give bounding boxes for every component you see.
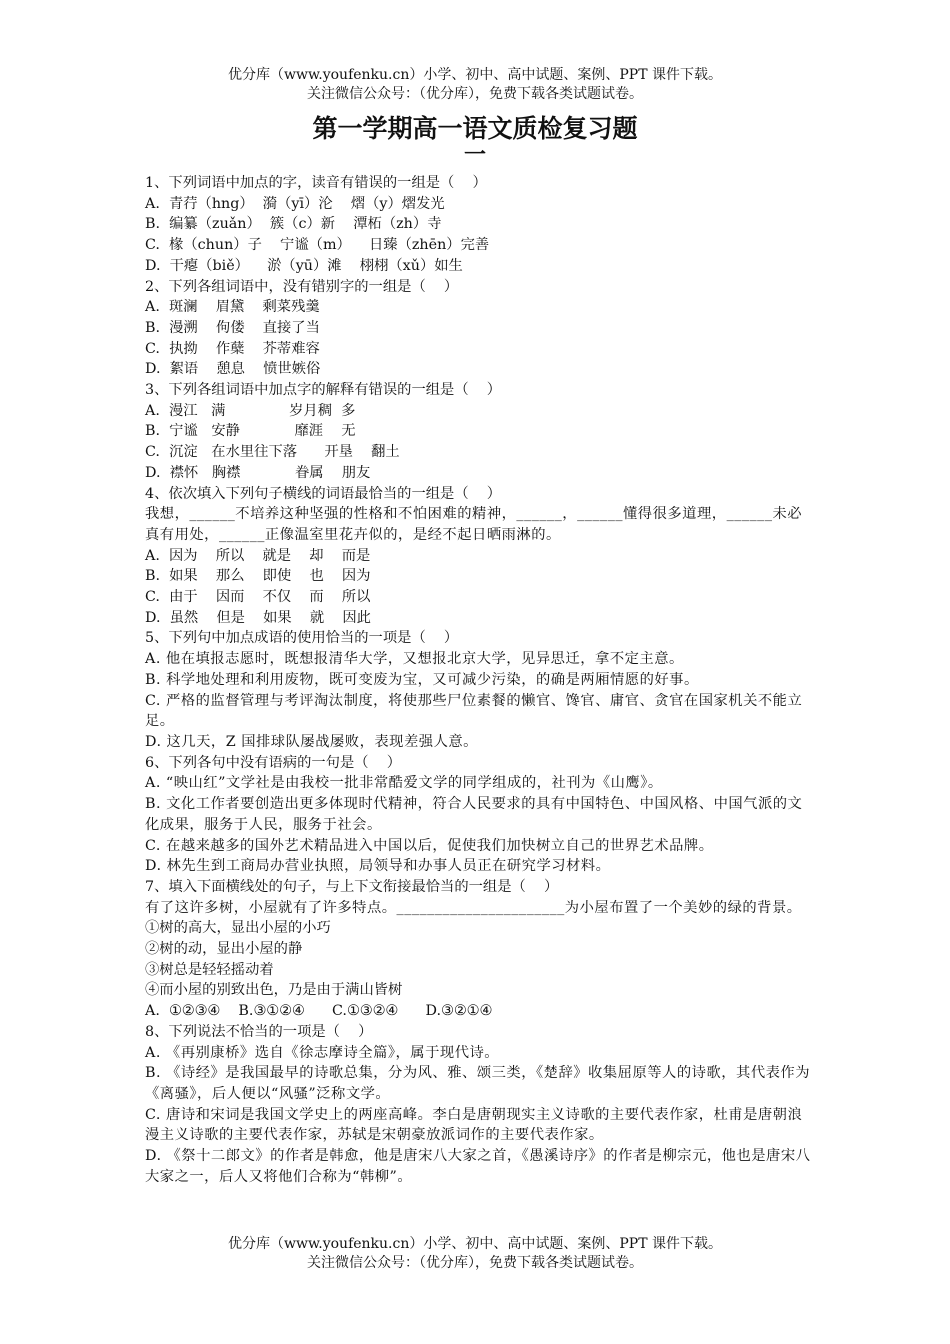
question-3-option-c: C. 沉淀 在水里往下落 开垦 翻土 xyxy=(145,444,400,461)
question-4-stem: 4、依次填入下列句子横线的词语最恰当的一组是（ ） xyxy=(145,485,502,502)
question-7-item-2: ②树的动，显出小屋的静 xyxy=(145,941,303,958)
question-6-stem: 6、下列各句中没有语病的一句是（ ） xyxy=(145,754,402,771)
question-4-passage: 我想，______不培养这种坚强的性格和不怕困难的精神，______，______懂得很多道理，______未必真有用处，______正像温室里花卉似的，是经不起日晒雨淋的。 xyxy=(145,506,803,543)
question-1-stem: 1、下列词语中加点的字，读音有错误的一组是（ ） xyxy=(145,175,487,191)
question-1-option-d: D. 干瘪（biě） 淤（yū）滩 栩栩（xǔ）如生 xyxy=(145,257,463,274)
question-6-option-d: D. 林先生到工商局办营业执照，局领导和办事人员正在研究学习材料。 xyxy=(145,858,611,875)
question-4-option-d: D. 虽然 但是 如果 就 因此 xyxy=(145,609,371,626)
question-8-option-a: A. 《再别康桥》选自《徐志摩诗全篇》，属于现代诗。 xyxy=(145,1044,500,1061)
question-4-option-c: C. 由于 因而 不仅 而 所以 xyxy=(145,589,371,606)
question-1-option-b: B. 编纂（zuǎn） 簇（c）新 潭柘（zh）寺 xyxy=(145,216,442,233)
header-line-2: 关注微信公众号：（优分库），免费下载各类试题试卷。 xyxy=(307,86,643,102)
header-line-1: 优分库（www.youfenku.cn）小学、初中、高中试题、案例、PPT 课件下载。 xyxy=(227,67,722,83)
question-8-option-b: B. 《诗经》是我国最早的诗歌总集，分为风、雅、颂三类，《楚辞》收集屈原等人的诗歌，其代表作为《离骚》，后人便以“风骚”泛称文学。 xyxy=(145,1065,811,1102)
question-2-option-c: C. 执拗 作蘖 芥蒂难容 xyxy=(145,340,320,357)
document-subtitle: 一 xyxy=(463,143,486,168)
question-7-item-3: ③树总是轻轻摇动着 xyxy=(145,961,274,978)
document-title: 第一学期高一语文质检复习题 xyxy=(312,114,638,143)
question-3-stem: 3、下列各组词语中加点字的解释有错误的一组是（ ） xyxy=(145,382,502,399)
question-2-option-a: A. 斑澜 眉黛 剩菜残羹 xyxy=(145,299,320,316)
question-5-option-c: C. 严格的监督管理与考评淘汰制度，将使那些尸位素餐的懒官、馋官、庸官、贪官在国家机关不能立足。 xyxy=(145,692,803,730)
question-2-stem: 2、下列各组词语中，没有错别字的一组是（ ） xyxy=(145,278,459,295)
page-footer xyxy=(0,1235,950,1273)
question-1-option-a: A. 青荇（hng） 漪（yī）沦 熠（y）熠发光 xyxy=(145,195,445,212)
footer-line-2: 关注微信公众号：（优分库），免费下载各类试题试卷。 xyxy=(307,1255,643,1271)
question-7-options: A. ①②③④ B.③①②④ C.①③②④ D.③②①④ xyxy=(145,1003,493,1020)
question-6-option-c: C. 在越来越多的国外艺术精品进入中国以后，促使我们加快树立自己的世界艺术品牌。 xyxy=(145,837,714,854)
question-2-option-b: B. 漫溯 佝偻 直接了当 xyxy=(145,319,320,336)
footer-line-1: 优分库（www.youfenku.cn）小学、初中、高中试题、案例、PPT 课件下载。 xyxy=(227,1236,722,1252)
question-4-option-a: A. 因为 所以 就是 却 而是 xyxy=(145,547,371,564)
question-list xyxy=(145,173,815,1187)
question-3-option-b: B. 宁谧 安静 靡涯 无 xyxy=(145,423,356,440)
question-6-option-a: A. “映山红”文学社是由我校一批非常酷爱文学的同学组成的，社刊为《山鹰》。 xyxy=(145,775,663,792)
question-8-stem: 8、下列说法不恰当的一项是（ ） xyxy=(145,1023,373,1040)
question-7-stem: 7、填入下面横线处的句子，与上下文衔接最恰当的一组是（ ） xyxy=(145,878,559,895)
question-3-option-d: D. 襟怀 胸襟 眷属 朋友 xyxy=(145,464,371,481)
question-5-stem: 5、下列句中加点成语的使用恰当的一项是（ ） xyxy=(145,630,459,647)
question-5-option-d: D. 这几天，Z 国排球队屡战屡败，表现差强人意。 xyxy=(145,733,478,750)
question-2-option-d: D. 絮语 憩息 愤世嫉俗 xyxy=(145,361,321,378)
question-5-option-a: A. 他在填报志愿时，既想报清华大学，又想报北京大学，见异思迁，拿不定主意。 xyxy=(145,651,684,668)
question-1-option-c: C. 椽（chun）子 宁谧（m） 日臻（zhēn）完善 xyxy=(145,237,490,254)
question-7-item-1: ①树的高大，显出小屋的小巧 xyxy=(145,920,331,937)
page-header xyxy=(0,66,950,104)
question-7-item-4: ④而小屋的别致出色，乃是由于满山皆树 xyxy=(145,982,403,999)
question-6-option-b: B. 文化工作者要创造出更多体现时代精神，符合人民要求的具有中国特色、中国风格、中国气派的文化成果，服务于人民，服务于社会。 xyxy=(145,796,803,833)
question-7-passage: 有了这许多树，小屋就有了许多特点。______________________为小屋布置了一个美妙的绿的背景。 xyxy=(145,899,802,916)
question-5-option-b: B. 科学地处理和利用废物，既可变废为宝，又可减少污染，的确是两厢情愿的好事。 xyxy=(145,671,699,688)
question-4-option-b: B. 如果 那么 即使 也 因为 xyxy=(145,568,371,585)
question-3-option-a: A. 漫江 满 岁月稠 多 xyxy=(145,402,356,419)
question-8-option-d: D. 《祭十二郎文》的作者是韩愈，他是唐宋八大家之首，《愚溪诗序》的作者是柳宗元，他也是唐宋八大家之一，后人又将他们合称为“韩柳”。 xyxy=(145,1148,811,1185)
question-8-option-c: C. 唐诗和宋词是我国文学史上的两座高峰。李白是唐朝现实主义诗歌的主要代表作家，杜甫是唐朝浪漫主义诗歌的主要代表作家，苏轼是宋朝豪放派词作的主要代表作家。 xyxy=(145,1106,803,1144)
